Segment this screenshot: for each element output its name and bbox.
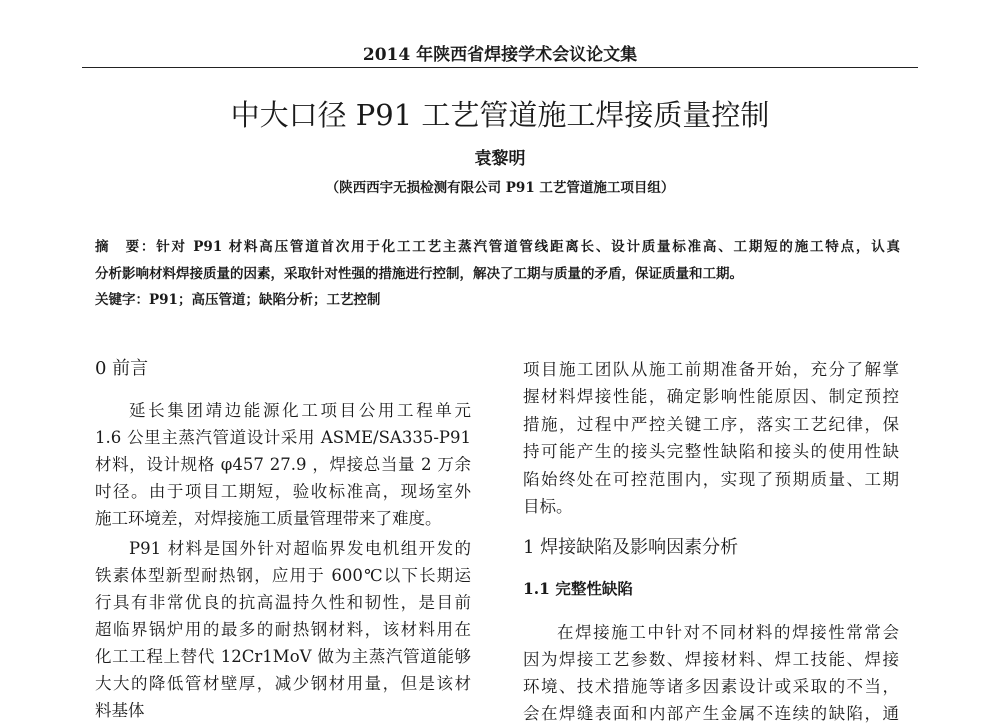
body-text-line: 在焊接施工中针对不同材料的焊接性常常会 xyxy=(557,623,899,642)
body-text-line: 会在焊缝表面和内部产生金属不连续的缺陷，通 xyxy=(523,704,899,723)
body-text-line: 化工工程上替代 12Cr1MoV 做为主蒸汽管道能够 xyxy=(95,647,471,666)
section-heading-1: 1 焊接缺陷及影响因素分析 xyxy=(523,537,739,558)
body-text-line: 延长集团靖边能源化工项目公用工程单元 xyxy=(129,401,471,420)
subsection-heading-1-1: 1.1 完整性缺陷 xyxy=(523,579,633,598)
abstract-line: 摘 要：针对 P91 材料高压管道首次用于化工工艺主蒸汽管道管线距离长、设计质量标准高、工期短的施工特点，认真 xyxy=(95,239,900,255)
body-text-line: 行具有非常优良的抗高温持久性和韧性，是目前 xyxy=(95,593,471,612)
body-text-line: 超临界锅炉用的最多的耐热钢材料，该材料用在 xyxy=(95,620,471,639)
body-text-line: 握材料焊接性能，确定影响性能原因、制定预控 xyxy=(523,387,899,407)
paper-title: 中大口径 P91 工艺管道施工焊接质量控制 xyxy=(230,98,770,132)
body-text-line: 材料，设计规格 φ457 27.9 ，焊接总当量 2 万余 xyxy=(95,455,471,474)
body-text-line: 项目施工团队从施工前期准备开始，充分了解掌 xyxy=(523,360,899,379)
running-head: 2014 年陕西省焊接学术会议论文集 xyxy=(362,45,638,65)
body-text-line: 料基体 xyxy=(95,701,145,720)
body-text-line: 大大的降低管材壁厚，减少钢材用量，但是该材 xyxy=(95,674,471,693)
body-text-line: 陷始终处在可控范围内，实现了预期质量、工期 xyxy=(523,469,899,489)
body-text-line: 措施，过程中严控关键工序，落实工艺纪律，保 xyxy=(523,414,899,434)
abstract-line: 分析影响材料焊接质量的因素，采取针对性强的措施进行控制，解决了工期与质量的矛盾，保证质量和工期。 xyxy=(95,266,743,282)
body-text-line: 1.6 公里主蒸汽管道设计采用 ASME/SA335-P91 xyxy=(95,428,471,447)
body-text-line: 铁素体型新型耐热钢，应用于 600℃以下长期运 xyxy=(95,566,471,585)
body-text-line: P91 材料是国外针对超临界发电机组开发的 xyxy=(129,539,471,558)
keywords: 关键字：P91；高压管道；缺陷分析；工艺控制 xyxy=(95,292,381,308)
affiliation: （陕西西宇无损检测有限公司 P91 工艺管道施工项目组） xyxy=(325,180,675,196)
body-text-line: 环境、技术措施等诸多因素设计或采取的不当， xyxy=(523,677,899,696)
body-text-line: 目标。 xyxy=(523,497,573,516)
body-text-line: 持可能产生的接头完整性缺陷和接头的使用性缺 xyxy=(523,442,899,462)
body-text-line: 因为焊接工艺参数、焊接材料、焊工技能、焊接 xyxy=(523,650,899,669)
header-rule xyxy=(82,67,918,68)
section-heading-intro: 0 前言 xyxy=(95,358,149,379)
author: 袁黎明 xyxy=(474,149,526,169)
body-text-line: 施工环境差，对焊接施工质量管理带来了难度。 xyxy=(95,509,442,528)
body-text-line: 吋径。由于项目工期短，验收标准高，现场室外 xyxy=(95,482,471,501)
